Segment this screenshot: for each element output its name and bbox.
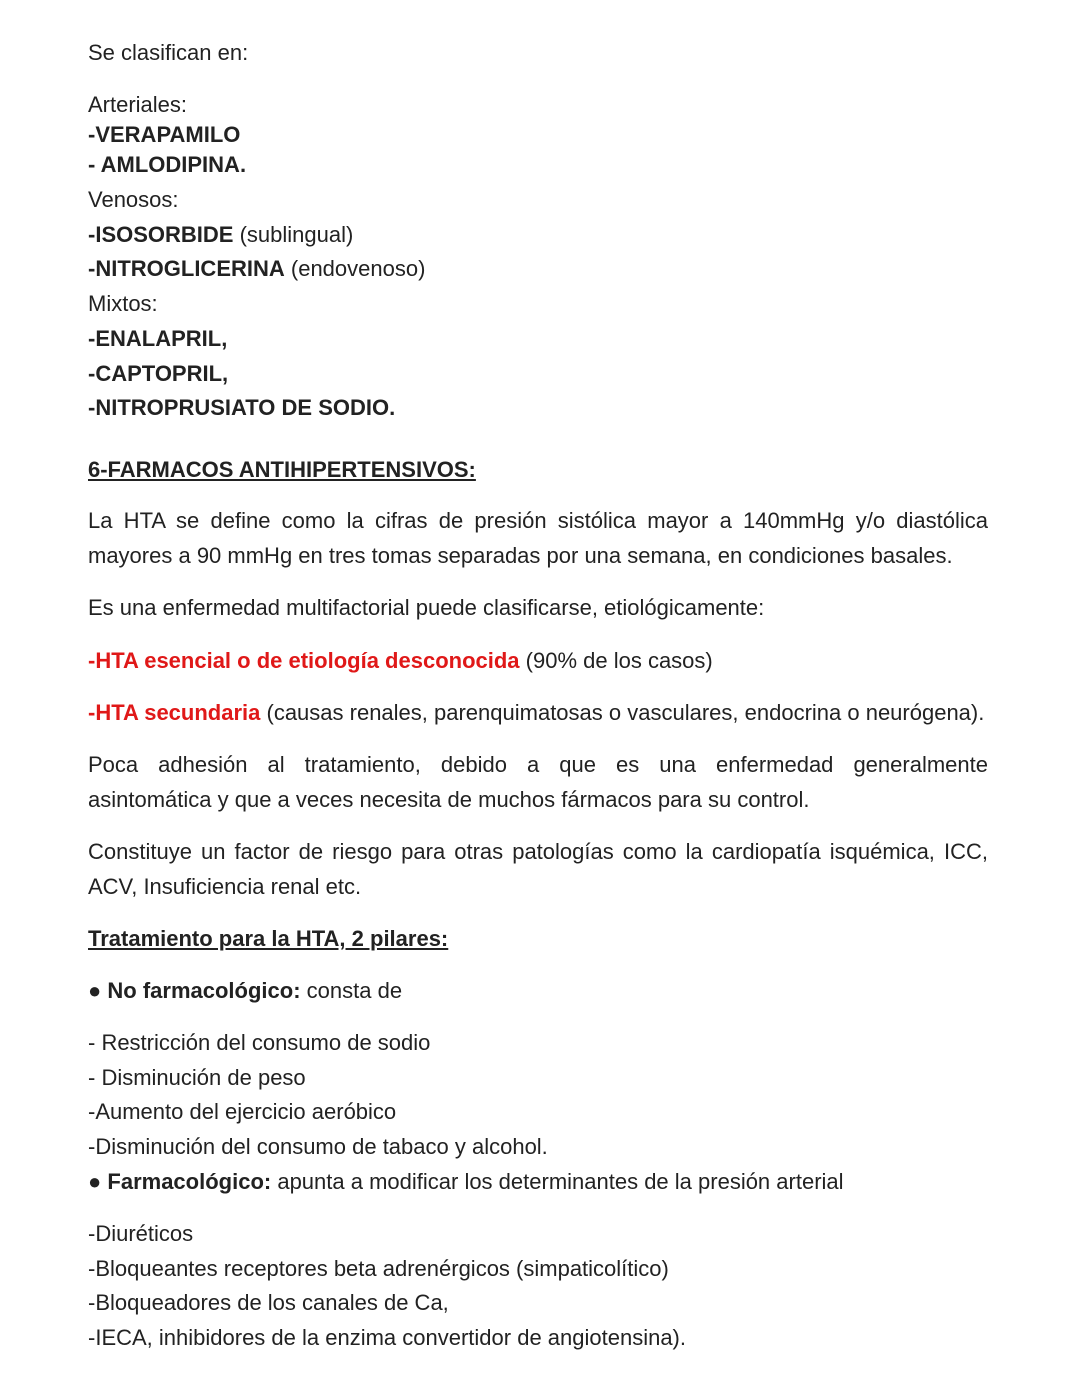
classification-intro: Se clasifican en: [88,40,249,65]
venosos-label: Venosos: [88,187,179,212]
drug-item: - AMLODIPINA. [88,152,247,177]
list-item: -Aumento del ejercicio aeróbico [88,1099,397,1124]
hta-secundaria: -HTA secundaria (causas renales, parenquimatosas o vasculares, endocrina o neurógena). [88,700,985,725]
treatment-heading: Tratamiento para la HTA, 2 pilares: [88,926,449,951]
arteriales-label: Arteriales: [88,92,188,117]
drug-item: -NITROGLICERINA (endovenoso) [88,256,426,281]
list-item: -Diuréticos [88,1221,194,1246]
hta-esencial: -HTA esencial o de etiología desconocida (90% de los casos) [88,648,713,673]
list-item: - Disminución de peso [88,1065,306,1090]
drug-item: -ISOSORBIDE (sublingual) [88,222,354,247]
section-heading: 6-FARMACOS ANTIHIPERTENSIVOS: [88,457,476,482]
list-item: -Bloqueantes receptores beta adrenérgicos (simpaticolítico) [88,1256,669,1281]
drug-item: -VERAPAMILO [88,122,241,147]
no-farmacologico: ● No farmacológico: consta de [88,978,403,1003]
drug-item: -ENALAPRIL, [88,326,228,351]
list-item: -Bloqueadores de los canales de Ca, [88,1290,449,1315]
list-item: -IECA, inhibidores de la enzima convertidor de angiotensina). [88,1325,686,1350]
list-item: - Restricción del consumo de sodio [88,1030,431,1055]
paragraph-line: asintomática y que a veces necesita de muchos fármacos para su control. [88,787,810,812]
drug-item: -NITROPRUSIATO DE SODIO. [88,395,396,420]
mixtos-label: Mixtos: [88,291,158,316]
paragraph-line: Constituye un factor de riesgo para otras patologías como la cardiopatía isquémica, ICC, [88,839,988,864]
farmacologico: ● Farmacológico: apunta a modificar los determinantes de la presión arterial [88,1169,844,1194]
paragraph-line: La HTA se define como la cifras de presión sistólica mayor a 140mmHg y/o diastólica [88,508,988,533]
list-item: -Disminución del consumo de tabaco y alcohol. [88,1134,548,1159]
drug-item: -CAPTOPRIL, [88,361,229,386]
paragraph-line: ACV, Insuficiencia renal etc. [88,874,362,899]
paragraph-line: Es una enfermedad multifactorial puede clasificarse, etiológicamente: [88,595,765,620]
paragraph-line: mayores a 90 mmHg en tres tomas separadas por una semana, en condiciones basales. [88,543,953,568]
paragraph-line: Poca adhesión al tratamiento, debido a que es una enfermedad generalmente [88,752,988,777]
